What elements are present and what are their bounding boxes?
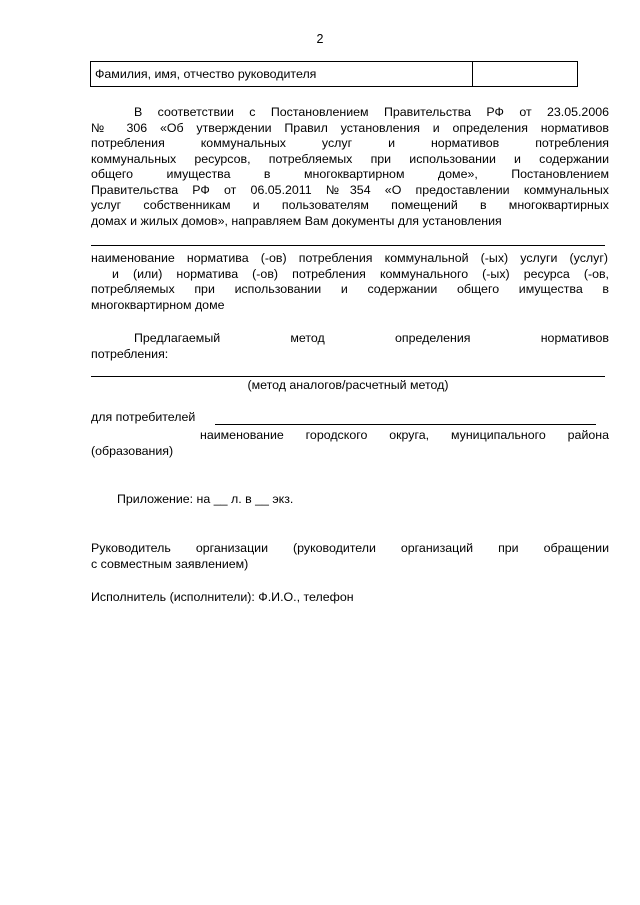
consumers-label: для потребителей	[91, 410, 196, 424]
paragraph1-line: услуг собственникам и пользователям помещений в многоквартирных	[91, 198, 609, 212]
head-name-label: Фамилия, имя, отчество руководителя	[91, 62, 473, 86]
paragraph1-line: В соответствии с Постановлением Правительства РФ от 23.05.2006	[134, 105, 609, 119]
method-caption: (метод аналогов/расчетный метод)	[247, 378, 449, 392]
normative-caption-line: многоквартирном доме	[91, 297, 225, 312]
consumers-fill-line[interactable]	[215, 424, 596, 425]
paragraph1-line: коммунальных ресурсов, потребляемых при использовании и содержании	[91, 151, 609, 166]
page-number: 2	[316, 32, 324, 46]
executor-line: Исполнитель (исполнители): Ф.И.О., телефон	[91, 590, 354, 604]
head-name-table	[90, 61, 578, 87]
consumers-caption: наименование городского округа, муниципального района	[200, 428, 609, 442]
paragraph1-line: Правительства РФ от 06.05.2011 №354 «О предоставлении коммунальных	[91, 182, 609, 197]
normative-caption-line: и (или) норматива (-ов) потребления коммунального (-ых) ресурса (-ов,	[112, 266, 609, 281]
head-name-value-cell[interactable]	[474, 62, 577, 86]
paragraph1-line: домах и жилых домов», направляем Вам документы для установления	[91, 213, 502, 228]
paragraph1-line: № 306 «Об утверждении Правил установления и определения нормативов	[91, 120, 609, 135]
paragraph1-line: потребления коммунальных услуг и нормативов потребления	[91, 136, 609, 150]
consumers-caption: (образования)	[91, 443, 174, 458]
method-line: потребления:	[91, 346, 169, 361]
head-signature-line: с совместным заявлением)	[91, 556, 249, 571]
head-signature-line: Руководитель организации (руководители организаций при обращении	[91, 541, 609, 555]
paragraph1-line: общего имущества в многоквартирном доме», Постановлением	[91, 167, 609, 181]
normative-fill-line[interactable]	[91, 245, 605, 246]
method-fill-line[interactable]	[91, 376, 605, 377]
method-line: Предлагаемый метод определения нормативов	[134, 331, 609, 345]
normative-caption-line: наименование норматива (-ов) потребления коммунальной (-ых) услуги (услуг)	[91, 251, 608, 265]
attachment-line: Приложение: на __ л. в __ экз.	[117, 492, 294, 506]
normative-caption-line: потребляемых при использовании и содержании общего имущества в	[91, 282, 609, 296]
